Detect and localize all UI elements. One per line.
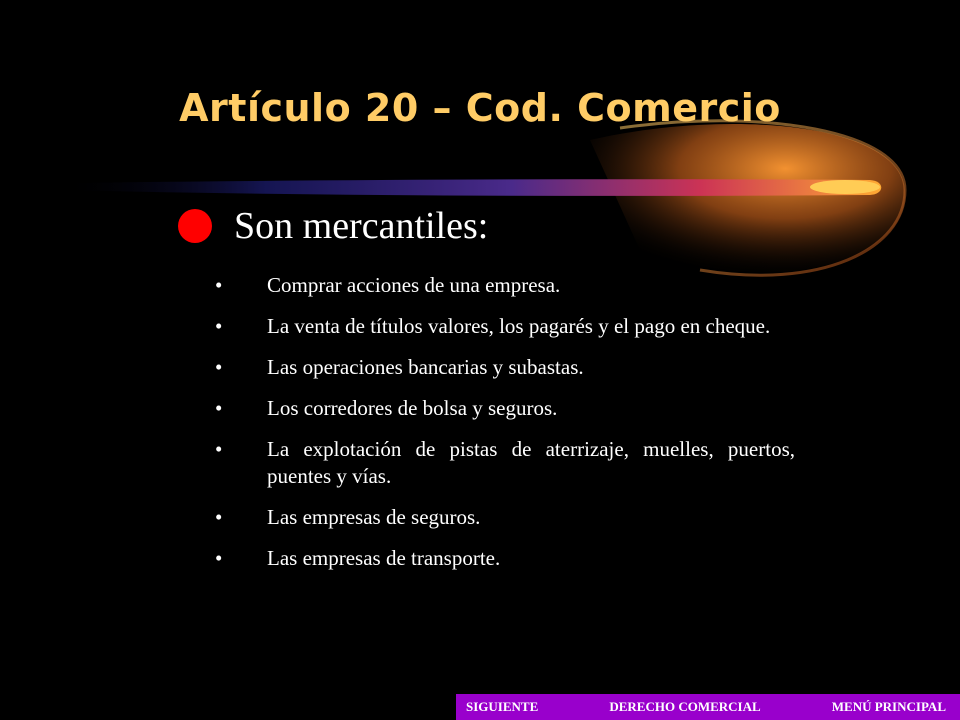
next-link[interactable]: SIGUIENTE xyxy=(466,699,539,714)
dot-bullet-icon: • xyxy=(215,437,223,461)
list-item xyxy=(215,313,795,340)
list-item xyxy=(215,395,795,422)
commercial-law-link[interactable]: DERECHO COMERCIAL xyxy=(609,699,761,714)
dot-bullet-icon: • xyxy=(215,355,223,379)
list-item xyxy=(215,272,795,299)
dot-bullet-icon: • xyxy=(215,314,223,338)
dot-bullet-icon: • xyxy=(215,546,223,570)
dot-bullet-icon: • xyxy=(215,505,223,529)
main-menu-link[interactable]: MENÚ PRINCIPAL xyxy=(831,699,946,714)
items-list xyxy=(215,272,795,586)
list-item-text: La explotación de pistas de aterrizaje, muelles, puertos, puentes y vías. xyxy=(267,437,795,488)
list-item-text: Las empresas de seguros. xyxy=(267,505,481,529)
list-item xyxy=(215,436,795,490)
main-bullet-text: Son mercantiles: xyxy=(234,205,489,247)
dot-bullet-icon: • xyxy=(215,396,223,420)
main-bullet xyxy=(178,198,488,254)
navigation-bar xyxy=(456,694,960,720)
filled-circle-bullet-icon xyxy=(178,209,212,243)
list-item-text: Los corredores de bolsa y seguros. xyxy=(267,396,558,420)
list-item xyxy=(215,354,795,381)
slide-title: Artículo 20 – Cod. Comercio xyxy=(179,86,781,130)
list-item xyxy=(215,504,795,531)
list-item xyxy=(215,545,795,572)
dot-bullet-icon: • xyxy=(215,273,223,297)
list-item-text: Las empresas de transporte. xyxy=(267,546,501,570)
list-item-text: Las operaciones bancarias y subastas. xyxy=(267,355,584,379)
list-item-text: La venta de títulos valores, los pagarés y el pago en cheque. xyxy=(267,314,771,338)
list-item-text: Comprar acciones de una empresa. xyxy=(267,273,561,297)
